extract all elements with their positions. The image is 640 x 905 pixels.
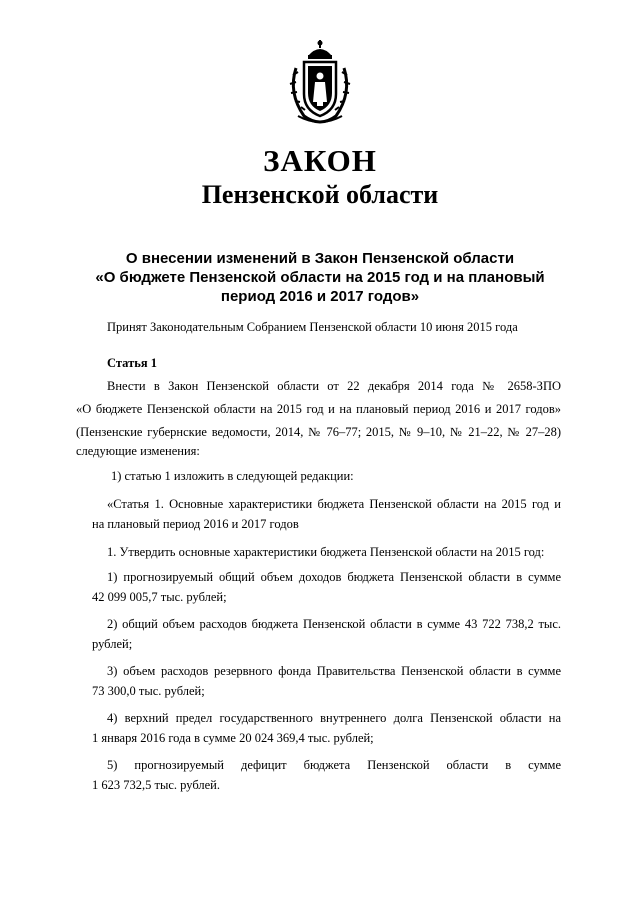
- list-item: 73 300,0 тыс. рублей;: [92, 684, 205, 698]
- list-item: 4) верхний предел государственного внутреннего долга Пензенской области на: [107, 711, 561, 725]
- coat-of-arms-icon: [286, 38, 354, 124]
- adoption-note: Принят Законодательным Собранием Пензенской области 10 июня 2015 года: [107, 320, 518, 334]
- paragraph-line: (Пензенские губернские ведомости, 2014, № 76–77; 2015, № 9–10, № 21–22, № 27–28): [76, 425, 561, 439]
- law-heading: [60, 249, 580, 306]
- heading-line: О внесении изменений в Закон Пензенской области: [125, 250, 515, 267]
- list-item: 1 623 732,5 тыс. рублей.: [92, 778, 220, 792]
- list-item: 1 января 2016 года в сумме 20 024 369,4 тыс. рублей;: [92, 731, 374, 745]
- paragraph-line: 1. Утвердить основные характеристики бюджета Пензенской области на 2015 год:: [107, 545, 545, 559]
- paragraph-line: Внести в Закон Пензенской области от 22 декабря 2014 года № 2658-ЗПО: [107, 379, 561, 393]
- paragraph-line: «О бюджете Пензенской области на 2015 год и на плановый период 2016 и 2017 годов»: [76, 402, 561, 416]
- list-item: 1) статью 1 изложить в следующей редакции:: [111, 469, 354, 483]
- list-item: 2) общий объем расходов бюджета Пензенской области в сумме 43 722 738,2 тыс.: [107, 617, 561, 631]
- article-title: Статья 1: [107, 356, 157, 370]
- list-item: 3) объем расходов резервного фонда Правительства Пензенской области в сумме: [107, 664, 561, 678]
- list-item: 5) прогнозируемый дефицит бюджета Пензенской области в сумме: [107, 758, 561, 772]
- heading-line: «О бюджете Пензенской области на 2015 год и на плановый: [95, 269, 545, 286]
- list-item: рублей;: [92, 637, 133, 651]
- document-subtitle: Пензенской области: [201, 180, 439, 209]
- list-item: 1) прогнозируемый общий объем доходов бюджета Пензенской области в сумме: [107, 570, 561, 584]
- paragraph-line: на плановый период 2016 и 2017 годов: [92, 517, 299, 531]
- document-title: ЗАКОН: [263, 143, 377, 178]
- list-item: 42 099 005,7 тыс. рублей;: [92, 590, 227, 604]
- paragraph-line: «Статья 1. Основные характеристики бюджета Пензенской области на 2015 год и: [107, 497, 561, 511]
- paragraph-line: следующие изменения:: [76, 444, 200, 458]
- heading-line: период 2016 и 2017 годов»: [220, 288, 420, 305]
